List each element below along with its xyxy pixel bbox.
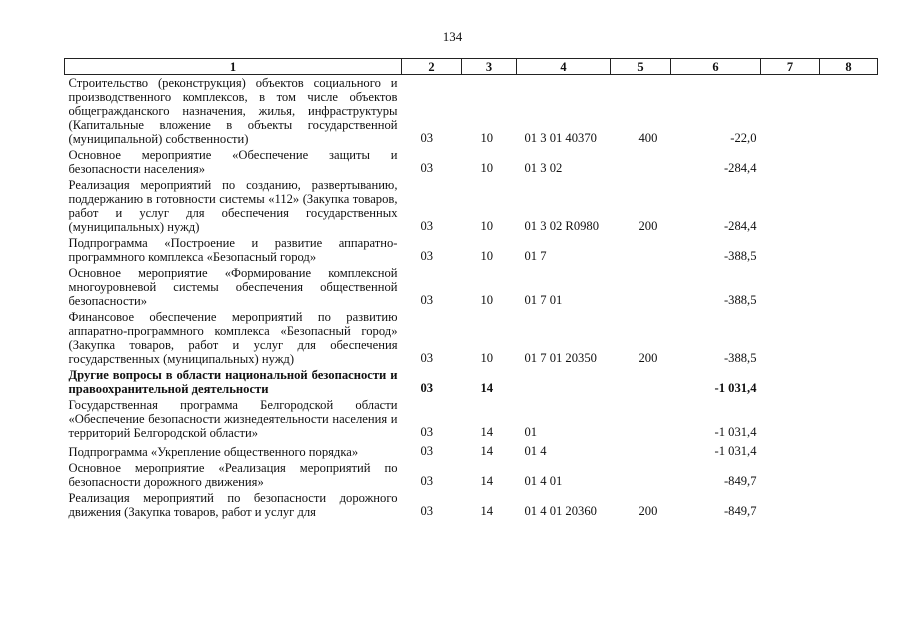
row-amount: -849,7 — [723, 504, 757, 518]
row-col8 — [820, 460, 878, 490]
row-subsection: 10 — [480, 293, 494, 307]
row-target-code: 01 3 02 — [524, 161, 563, 175]
row-section: 03 — [420, 351, 434, 365]
column-header-8: 8 — [820, 59, 878, 75]
row-col7 — [761, 309, 820, 367]
table-row — [65, 397, 878, 441]
row-target-code: 01 7 01 — [524, 293, 563, 307]
row-section: 03 — [420, 444, 434, 458]
row-target-code: 01 4 01 20360 — [524, 504, 597, 518]
row-name: Основное мероприятие «Реализация мероприятий по безопасности дорожного движения» — [68, 461, 398, 489]
row-expense-type — [611, 235, 671, 265]
row-col8 — [820, 147, 878, 177]
row-section: 03 — [420, 219, 434, 233]
row-section: 03 — [420, 161, 434, 175]
row-section: 03 — [420, 504, 434, 518]
row-target-code: 01 3 02 R0980 — [524, 219, 600, 233]
row-expense-type — [611, 397, 671, 441]
table-row — [65, 235, 878, 265]
row-name: Реализация мероприятий по созданию, развертыванию, поддержанию в готовности системы «112» (Закупка товаров, работ и услуг для обеспечения государственных (муниципальных) нужд) — [68, 178, 398, 234]
row-name: Государственная программа Белгородской области «Обеспечение безопасности жизнедеятельности населения и территорий Белгородской области» — [68, 398, 398, 440]
table-row — [65, 177, 878, 235]
row-col8 — [820, 441, 878, 460]
row-expense-type: 200 — [638, 219, 658, 233]
row-name: Основное мероприятие «Формирование комплексной многоуровневой системы обеспечения общественной безопасности» — [68, 266, 398, 308]
row-subsection: 14 — [480, 504, 494, 518]
row-amount: -1 031,4 — [714, 425, 757, 439]
budget-table — [64, 58, 878, 520]
row-col8 — [820, 490, 878, 520]
row-col7 — [761, 235, 820, 265]
row-col8 — [820, 265, 878, 309]
table-row — [65, 75, 878, 148]
row-col7 — [761, 147, 820, 177]
row-col7 — [761, 441, 820, 460]
row-expense-type — [611, 147, 671, 177]
row-amount: -388,5 — [723, 351, 757, 365]
row-target-code: 01 7 01 20350 — [524, 351, 597, 365]
column-header-7: 7 — [761, 59, 820, 75]
row-expense-type — [611, 441, 671, 460]
row-expense-type: 400 — [638, 131, 658, 145]
row-amount: -22,0 — [730, 131, 757, 145]
row-section: 03 — [420, 131, 434, 145]
table-row — [65, 490, 878, 520]
row-amount: -849,7 — [723, 474, 757, 488]
row-col7 — [761, 75, 820, 148]
column-header-3: 3 — [462, 59, 517, 75]
table-row — [65, 147, 878, 177]
row-col8 — [820, 367, 878, 397]
column-header-5: 5 — [611, 59, 671, 75]
column-header-4: 4 — [517, 59, 611, 75]
row-name: Основное мероприятие «Обеспечение защиты и безопасности населения» — [68, 148, 398, 176]
row-expense-type — [611, 265, 671, 309]
table-row-section-total — [65, 367, 878, 397]
row-target-code: 01 4 — [524, 444, 547, 458]
row-expense-type — [611, 367, 671, 397]
row-col7 — [761, 490, 820, 520]
row-col8 — [820, 397, 878, 441]
table-header-row — [65, 59, 878, 75]
page-number: 134 — [442, 29, 463, 44]
row-section: 03 — [420, 381, 434, 395]
row-name: Подпрограмма «Построение и развитие аппаратно-программного комплекса «Безопасный город» — [68, 236, 398, 264]
table-row — [65, 460, 878, 490]
row-section: 03 — [420, 425, 434, 439]
row-name: Строительство (реконструкция) объектов социального и производственного комплексов, в том числе объектов общегражданского назначения, жилья, инфраструктуры (Капитальные вложение в объекты государственной (муниципальной) собственности) — [68, 76, 398, 146]
row-amount: -1 031,4 — [714, 444, 757, 458]
row-col7 — [761, 367, 820, 397]
row-section: 03 — [420, 474, 434, 488]
row-subsection: 14 — [480, 381, 494, 395]
row-col7 — [761, 177, 820, 235]
row-target-code: 01 7 — [524, 249, 547, 263]
row-amount: -284,4 — [723, 219, 757, 233]
row-subsection: 10 — [480, 219, 494, 233]
row-target-code: 01 4 01 — [524, 474, 563, 488]
row-subsection: 10 — [480, 351, 494, 365]
row-col8 — [820, 75, 878, 148]
row-col8 — [820, 235, 878, 265]
column-header-6: 6 — [671, 59, 761, 75]
row-subsection: 10 — [480, 131, 494, 145]
row-subsection: 14 — [480, 425, 494, 439]
row-col7 — [761, 397, 820, 441]
row-name: Подпрограмма «Укрепление общественного порядка» — [68, 445, 359, 459]
row-amount: -284,4 — [723, 161, 757, 175]
table-row — [65, 309, 878, 367]
row-name: Другие вопросы в области национальной безопасности и правоохранительной деятельности — [68, 368, 398, 396]
column-header-1: 1 — [65, 59, 402, 75]
row-subsection: 10 — [480, 161, 494, 175]
row-expense-type — [611, 460, 671, 490]
row-amount: -388,5 — [723, 249, 757, 263]
row-expense-type: 200 — [638, 504, 658, 518]
row-col7 — [761, 460, 820, 490]
row-target-code: 01 — [524, 425, 538, 439]
row-target-code — [517, 367, 611, 397]
row-subsection: 10 — [480, 249, 494, 263]
row-section: 03 — [420, 293, 434, 307]
row-amount: -388,5 — [723, 293, 757, 307]
row-name: Реализация мероприятий по безопасности дорожного движения (Закупка товаров, работ и услуг для — [68, 491, 398, 519]
row-subsection: 14 — [480, 474, 494, 488]
table-row — [65, 265, 878, 309]
table-row — [65, 441, 878, 460]
column-header-2: 2 — [402, 59, 462, 75]
row-col8 — [820, 309, 878, 367]
row-target-code: 01 3 01 40370 — [524, 131, 597, 145]
row-amount: -1 031,4 — [714, 381, 757, 395]
row-col7 — [761, 265, 820, 309]
row-expense-type: 200 — [638, 351, 658, 365]
row-col8 — [820, 177, 878, 235]
row-name: Финансовое обеспечение мероприятий по развитию аппаратно-программного комплекса «Безопасный город» (Закупка товаров, работ и услуг для обеспечения государственных (муниципальных) нужд) — [68, 310, 398, 366]
row-section: 03 — [420, 249, 434, 263]
row-subsection: 14 — [480, 444, 494, 458]
